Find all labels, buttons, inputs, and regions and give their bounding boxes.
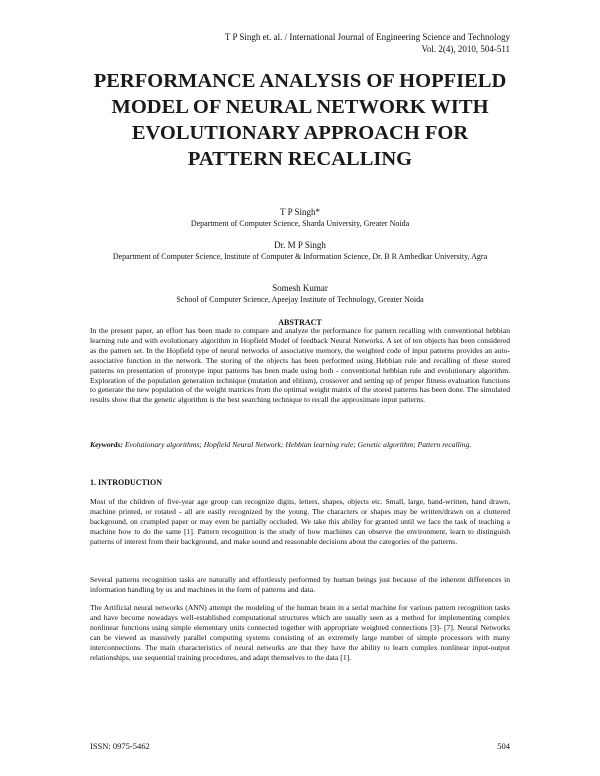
running-header-volume: Vol. 2(4), 2010, 504-511 <box>421 44 510 54</box>
paper-title: PERFORMANCE ANALYSIS OF HOPFIELD MODEL OF NEURAL NETWORK WITH EVOLUTIONARY APPROACH FOR PATTERN RECALLING <box>93 70 507 170</box>
author-name-3: Somesh Kumar <box>272 283 328 293</box>
footer-page-number: 504 <box>497 741 510 751</box>
author-affiliation-3: School of Computer Science, Apeejay Institute of Technology, Greater Noida <box>176 295 424 304</box>
author-name-2: Dr. M P Singh <box>274 240 326 250</box>
keywords-text: Evolutionary algorithms; Hopfield Neural Network; Hebbian learning rule; Genetic algorithm; Pattern recalling. <box>124 440 472 449</box>
intro-paragraph-3: The Artificial neural networks (ANN) attempt the modeling of the human brain in a serial machine for various pattern recognition tasks and have become nowadays well-established computational structures which are usually seen as a method for implementing complex nonlinear functions using simple elementary units connected together with appropriate weighted connections [3]- [7]. Neural Networks can be viewed as massively parallel computing systems consisting of an extremely large number of simple processors with many interconnections. The main characteristics of neural networks are that they have the ability to learn complex nonlinear input-output relationships, use sequential training procedures, and adapt themselves to the data [1]. <box>90 603 510 662</box>
keywords <box>90 440 510 450</box>
author-affiliation-2: Department of Computer Science, Institute of Computer & Information Science, Dr. B R Ambedkar University, Agra <box>112 252 488 261</box>
abstract-heading: ABSTRACT <box>278 318 322 327</box>
section-heading-introduction: 1. INTRODUCTION <box>90 478 163 487</box>
footer-issn: ISSN: 0975-5462 <box>90 741 150 751</box>
running-header-journal: T P Singh et. al. / International Journal of Engineering Science and Technology <box>224 32 510 42</box>
author-affiliation-1: Department of Computer Science, Sharda University, Greater Noida <box>190 219 410 228</box>
intro-paragraph-2: Several patterns recognition tasks are naturally and effortlessly performed by human beings just because of the inherent differences in information handling by us and machines in the form of patterns and data. <box>90 575 510 594</box>
author-name-1: T P Singh* <box>279 207 320 217</box>
abstract-text: In the present paper, an effort has been made to compare and analyze the performance for pattern recalling with conventional hebbian learning rule and with evolutionary algorithm in Hopfield Model of feedback Neural Networks. A set of ten objects has been considered as the pattern set. In the Hopfield type of neural networks of associative memory, the weighted code of input patterns provides an auto-associative function in the network. The storing of the objects has been performed using Hebbian rule and recalling of these stored patterns on presentation of prototype input patterns has been made using both - conventional hebbian rule and evolutionary algorithm. Exploration of the population generation technique (mutation and elitism), crossover and setting up of proper fitness evaluation functions to generate the new population of the weight matrices from the optimal weight matrix of the stored patterns has been done. The simulated results show that the genetic algorithm is the best searching technique to recall the approximate input patterns. <box>90 326 510 405</box>
intro-paragraph-1: Most of the children of five-year age group can recognize digits, letters, shapes, objects etc. Small, large, hand-written, hand drawn, machine printed, or rotated - all are easily recognized by the young. The characters or shapes may be written/drawn on a cluttered background, on crumpled paper or may even be partially occluded. We take this ability for granted until we face the task of teaching a machine how to do the same [1]. Pattern recognition is the study of how machines can observe the environment, learn to distinguish patterns of interest from their background, and make sound and reasonable decisions about the categories of the patterns. <box>90 497 510 546</box>
keywords-label: Keywords: <box>90 440 123 449</box>
